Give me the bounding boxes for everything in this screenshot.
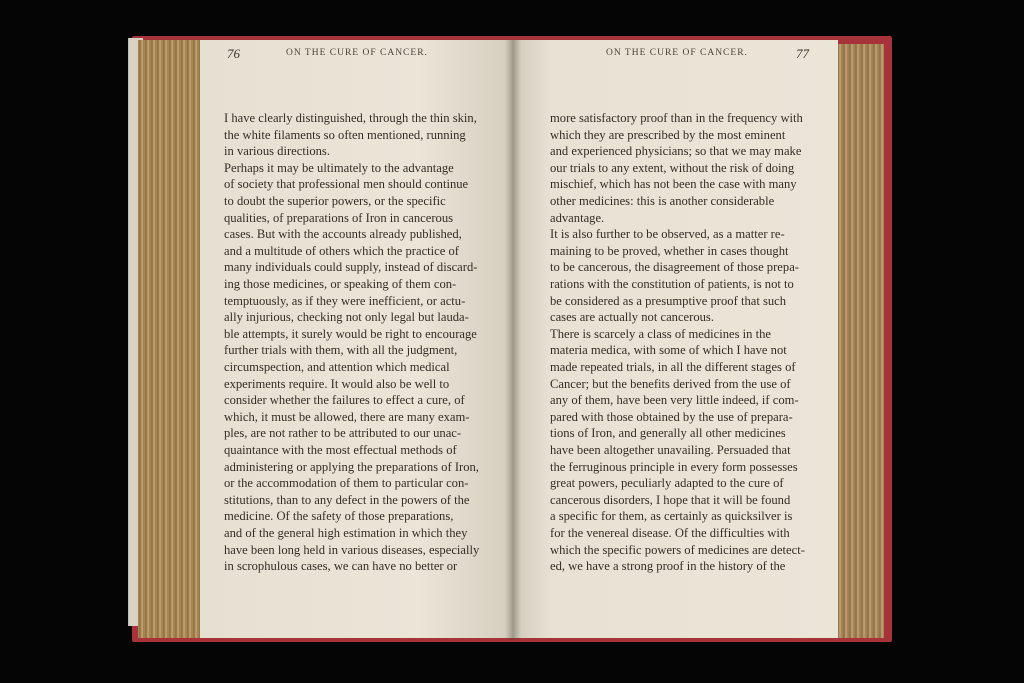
text-line: be considered as a presumptive proof that such (550, 293, 787, 308)
text-line: ble attempts, it surely would be right to encourage (224, 326, 477, 341)
text-line: further trials with them, with all the judgment, (224, 343, 458, 358)
text-line: maining to be proved, whether in cases thought (550, 243, 789, 258)
text-line: ally injurious, checking not only legal but lauda- (224, 310, 469, 325)
text-line: tions of Iron, and generally all other medicines (550, 426, 786, 441)
right-page-edges (836, 44, 884, 638)
text-line: have been long held in various diseases, especially (224, 542, 480, 557)
text-line: made repeated trials, in all the different stages of (550, 360, 796, 374)
text-line: and of the general high estimation in which they (224, 526, 468, 540)
text-line: materia medica, with some of which I have not (550, 343, 787, 358)
text-line: cases are actually not cancerous. (550, 310, 714, 325)
text-line: I have clearly distinguished, through the thin skin, (224, 111, 477, 125)
text-line: circumspection, and attention which medical (224, 360, 450, 374)
text-line: the ferruginous principle in every form possesses (550, 459, 798, 474)
text-line: medicine. Of the safety of those preparations, (224, 509, 454, 524)
book-gutter (505, 40, 521, 640)
text-line: pared with those obtained by the use of prepara- (550, 409, 793, 424)
text-line: any of them, have been very little indeed, if com- (550, 393, 799, 408)
text-line: more satisfactory proof than in the frequency with (550, 111, 803, 125)
text-line: mischief, which has not been the case with many (550, 177, 797, 192)
text-line: temptuously, as if they were inefficient, or actu- (224, 293, 466, 308)
text-line: in scrophulous cases, we can have no better or (224, 559, 458, 574)
text-line: Perhaps it may be ultimately to the advantage (224, 160, 454, 175)
text-line: rations with the constitution of patients, is not to (550, 277, 794, 291)
text-line: in various directions. (224, 144, 330, 159)
right-running-head: ON THE CURE OF CANCER. (606, 48, 748, 58)
text-line: and a multitude of others which the practice of (224, 243, 460, 258)
text-line: ed, we have a strong proof in the history of the (550, 559, 786, 574)
text-line: stitutions, than to any defect in the powers of the (224, 492, 470, 507)
text-line: There is scarcely a class of medicines in the (550, 326, 771, 341)
text-line: Cancer; but the benefits derived from the use of (550, 376, 791, 391)
text-line: administering or applying the preparations of Iron, (224, 459, 479, 474)
text-line: which, it must be allowed, there are many exam- (224, 409, 470, 424)
text-line: ing those medicines, or speaking of them con- (224, 277, 457, 291)
text-line: ples, are not rather to be attributed to our unac- (224, 426, 462, 441)
text-line: other medicines: this is another considerable (550, 194, 775, 208)
right-page-number: 77 (796, 46, 809, 61)
text-line: great powers, peculiarly adapted to the cure of (550, 476, 784, 491)
left-running-head: ON THE CURE OF CANCER. (286, 48, 428, 58)
text-line: qualities, of preparations of Iron in cancerous (224, 210, 454, 225)
text-line: to doubt the superior powers, or the specific (224, 194, 446, 208)
left-page-edges (138, 40, 204, 638)
text-line: our trials to any extent, without the risk of doing (550, 160, 795, 175)
text-line: It is also further to be observed, as a matter re- (550, 227, 785, 242)
text-line: or the accommodation of them to particular con- (224, 476, 469, 491)
text-line: have been altogether unavailing. Persuaded that (550, 443, 791, 457)
text-line: cases. But with the accounts already published, (224, 227, 462, 242)
text-line: a specific for them, as certainly as quicksilver is (550, 509, 793, 524)
text-line: advantage. (550, 210, 605, 225)
text-line: many individuals could supply, instead of discard- (224, 260, 478, 275)
text-line: cancerous disorders, I hope that it will be found (550, 492, 791, 507)
text-line: of society that professional men should continue (224, 177, 469, 192)
text-line: the white filaments so often mentioned, running (224, 127, 466, 142)
text-line: quaintance with the most effectual methods of (224, 443, 457, 457)
text-line: consider whether the failures to effect a cure, of (224, 393, 465, 408)
text-line: which they are prescribed by the most eminent (550, 127, 786, 142)
text-line: and experienced physicians; so that we may make (550, 144, 802, 159)
text-line: for the venereal disease. Of the difficulties with (550, 526, 790, 540)
text-line: which the specific powers of medicines are detect- (550, 542, 805, 557)
left-page-number: 76 (227, 46, 240, 61)
text-line: to be cancerous, the disagreement of those prepa- (550, 260, 799, 275)
text-line: experiments require. It would also be well to (224, 376, 450, 391)
